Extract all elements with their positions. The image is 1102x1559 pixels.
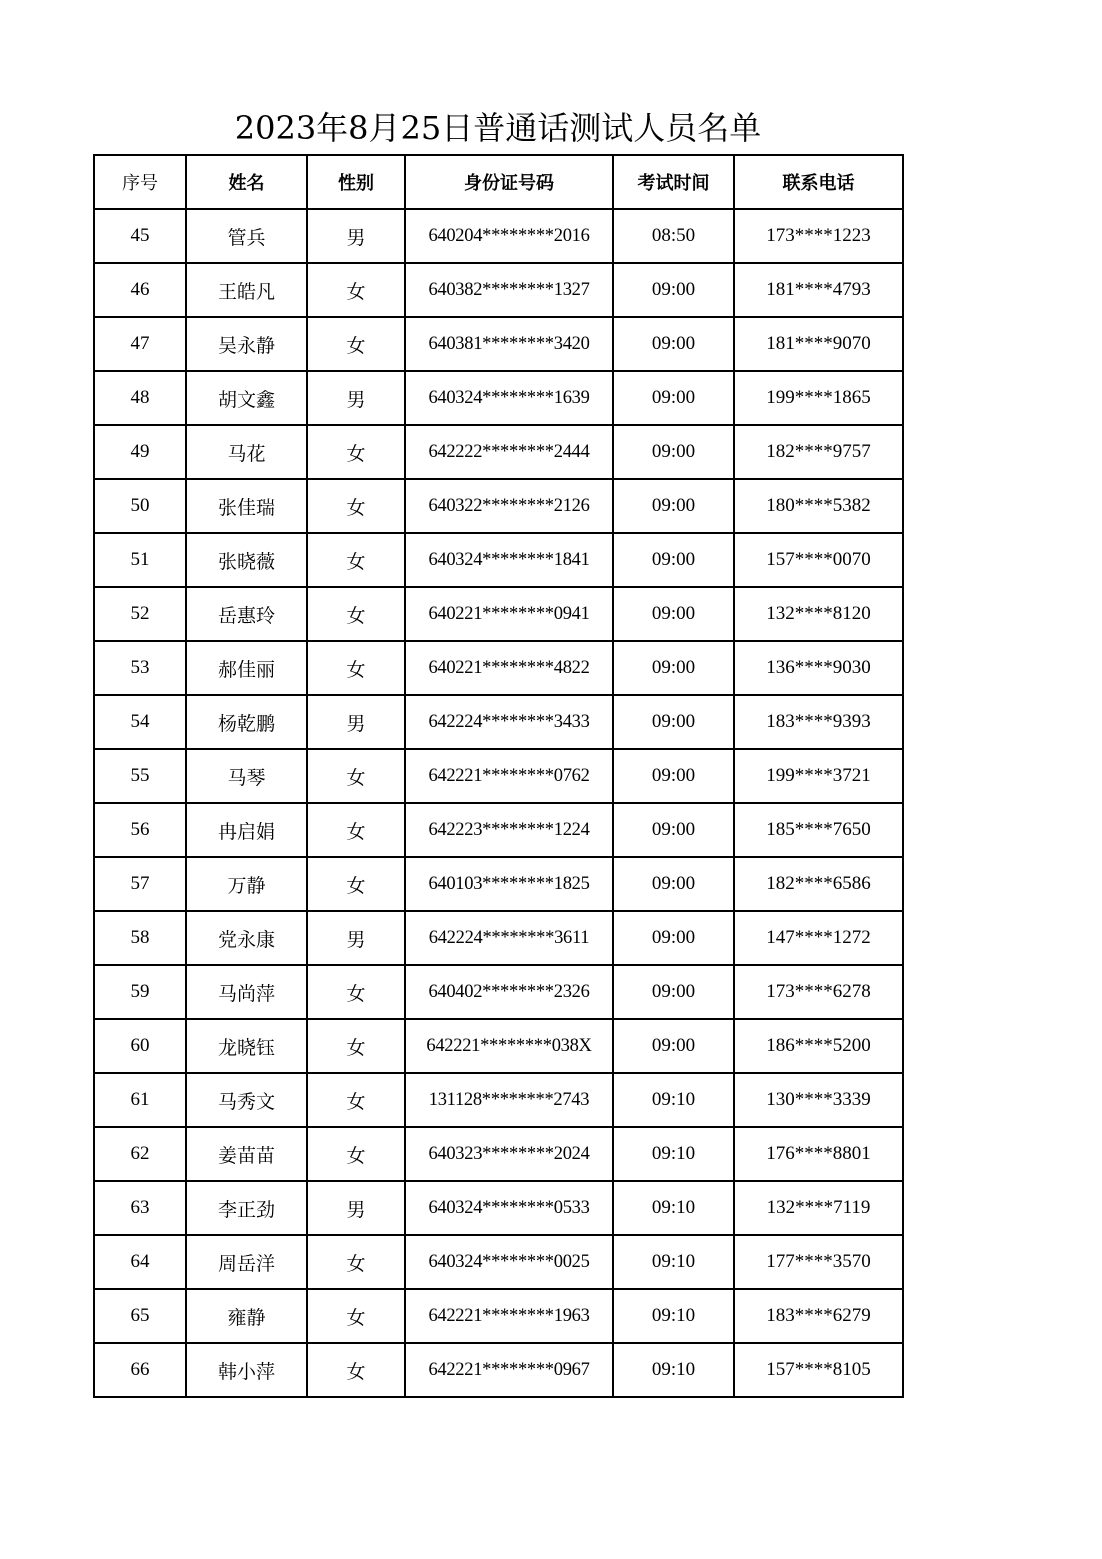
id-number-cell: 640103********1825 <box>405 857 613 911</box>
header-name: 姓名 <box>186 155 307 209</box>
table-row <box>94 425 903 479</box>
seq-cell: 66 <box>94 1343 186 1397</box>
id-number-cell: 640402********2326 <box>405 965 613 1019</box>
phone-cell: 130****3339 <box>734 1073 903 1127</box>
gender-cell: 男 <box>307 1181 405 1235</box>
gender-cell: 女 <box>307 425 405 479</box>
name-cell: 管兵 <box>186 209 307 263</box>
header-gender: 性别 <box>307 155 405 209</box>
phone-cell: 183****6279 <box>734 1289 903 1343</box>
gender-cell: 男 <box>307 911 405 965</box>
gender-cell: 男 <box>307 695 405 749</box>
table-row <box>94 209 903 263</box>
id-number-cell: 640324********1841 <box>405 533 613 587</box>
seq-cell: 56 <box>94 803 186 857</box>
phone-cell: 199****1865 <box>734 371 903 425</box>
gender-cell: 女 <box>307 857 405 911</box>
table-header-row <box>94 155 903 209</box>
exam-time-cell: 09:00 <box>613 641 734 695</box>
id-number-cell: 642221********1963 <box>405 1289 613 1343</box>
name-cell: 吴永静 <box>186 317 307 371</box>
seq-cell: 46 <box>94 263 186 317</box>
table-row <box>94 533 903 587</box>
phone-cell: 132****7119 <box>734 1181 903 1235</box>
seq-cell: 64 <box>94 1235 186 1289</box>
id-number-cell: 640204********2016 <box>405 209 613 263</box>
exam-time-cell: 09:00 <box>613 263 734 317</box>
seq-cell: 51 <box>94 533 186 587</box>
id-number-cell: 642224********3611 <box>405 911 613 965</box>
phone-cell: 185****7650 <box>734 803 903 857</box>
exam-time-cell: 09:10 <box>613 1127 734 1181</box>
id-number-cell: 640324********0533 <box>405 1181 613 1235</box>
exam-time-cell: 09:00 <box>613 533 734 587</box>
gender-cell: 女 <box>307 1073 405 1127</box>
phone-cell: 199****3721 <box>734 749 903 803</box>
table-row <box>94 371 903 425</box>
id-number-cell: 642221********0967 <box>405 1343 613 1397</box>
name-cell: 胡文鑫 <box>186 371 307 425</box>
id-number-cell: 640382********1327 <box>405 263 613 317</box>
exam-time-cell: 09:10 <box>613 1073 734 1127</box>
name-cell: 姜苗苗 <box>186 1127 307 1181</box>
name-cell: 冉启娟 <box>186 803 307 857</box>
exam-time-cell: 09:10 <box>613 1343 734 1397</box>
phone-cell: 136****9030 <box>734 641 903 695</box>
gender-cell: 女 <box>307 965 405 1019</box>
name-cell: 王皓凡 <box>186 263 307 317</box>
table-row <box>94 641 903 695</box>
id-number-cell: 640381********3420 <box>405 317 613 371</box>
gender-cell: 女 <box>307 1235 405 1289</box>
seq-cell: 61 <box>94 1073 186 1127</box>
exam-time-cell: 08:50 <box>613 209 734 263</box>
name-cell: 郝佳丽 <box>186 641 307 695</box>
name-cell: 韩小萍 <box>186 1343 307 1397</box>
seq-cell: 47 <box>94 317 186 371</box>
gender-cell: 女 <box>307 1019 405 1073</box>
id-number-cell: 642222********2444 <box>405 425 613 479</box>
phone-cell: 182****9757 <box>734 425 903 479</box>
name-cell: 李正劲 <box>186 1181 307 1235</box>
name-cell: 周岳洋 <box>186 1235 307 1289</box>
gender-cell: 女 <box>307 479 405 533</box>
seq-cell: 49 <box>94 425 186 479</box>
exam-time-cell: 09:10 <box>613 1235 734 1289</box>
table-row <box>94 479 903 533</box>
seq-cell: 52 <box>94 587 186 641</box>
gender-cell: 女 <box>307 749 405 803</box>
gender-cell: 女 <box>307 1343 405 1397</box>
id-number-cell: 640324********1639 <box>405 371 613 425</box>
name-cell: 马琴 <box>186 749 307 803</box>
name-cell: 雍静 <box>186 1289 307 1343</box>
id-number-cell: 640221********4822 <box>405 641 613 695</box>
seq-cell: 59 <box>94 965 186 1019</box>
phone-cell: 182****6586 <box>734 857 903 911</box>
phone-cell: 177****3570 <box>734 1235 903 1289</box>
exam-time-cell: 09:00 <box>613 857 734 911</box>
table-row <box>94 803 903 857</box>
header-seq: 序号 <box>94 155 186 209</box>
table-row <box>94 1127 903 1181</box>
header-phone: 联系电话 <box>734 155 903 209</box>
header-id-number: 身份证号码 <box>405 155 613 209</box>
phone-cell: 181****4793 <box>734 263 903 317</box>
table-row <box>94 1343 903 1397</box>
exam-time-cell: 09:00 <box>613 1019 734 1073</box>
table-row <box>94 911 903 965</box>
gender-cell: 女 <box>307 533 405 587</box>
id-number-cell: 640324********0025 <box>405 1235 613 1289</box>
gender-cell: 女 <box>307 803 405 857</box>
gender-cell: 女 <box>307 263 405 317</box>
seq-cell: 58 <box>94 911 186 965</box>
exam-time-cell: 09:00 <box>613 479 734 533</box>
phone-cell: 147****1272 <box>734 911 903 965</box>
table-row <box>94 317 903 371</box>
phone-cell: 157****0070 <box>734 533 903 587</box>
name-cell: 马花 <box>186 425 307 479</box>
exam-time-cell: 09:00 <box>613 965 734 1019</box>
table-row <box>94 965 903 1019</box>
exam-time-cell: 09:00 <box>613 911 734 965</box>
gender-cell: 女 <box>307 1289 405 1343</box>
seq-cell: 57 <box>94 857 186 911</box>
phone-cell: 157****8105 <box>734 1343 903 1397</box>
seq-cell: 55 <box>94 749 186 803</box>
seq-cell: 48 <box>94 371 186 425</box>
gender-cell: 女 <box>307 317 405 371</box>
table-row <box>94 1019 903 1073</box>
seq-cell: 53 <box>94 641 186 695</box>
gender-cell: 女 <box>307 641 405 695</box>
exam-time-cell: 09:00 <box>613 371 734 425</box>
table-row <box>94 1289 903 1343</box>
exam-time-cell: 09:00 <box>613 425 734 479</box>
seq-cell: 54 <box>94 695 186 749</box>
phone-cell: 183****9393 <box>734 695 903 749</box>
table-row <box>94 1181 903 1235</box>
seq-cell: 60 <box>94 1019 186 1073</box>
id-number-cell: 642223********1224 <box>405 803 613 857</box>
seq-cell: 50 <box>94 479 186 533</box>
phone-cell: 132****8120 <box>734 587 903 641</box>
page-title: 2023年8月25日普通话测试人员名单 <box>234 109 762 147</box>
phone-cell: 181****9070 <box>734 317 903 371</box>
table-row <box>94 263 903 317</box>
table-row <box>94 749 903 803</box>
roster-table <box>93 154 904 1398</box>
id-number-cell: 640221********0941 <box>405 587 613 641</box>
name-cell: 杨乾鹏 <box>186 695 307 749</box>
table-row <box>94 695 903 749</box>
phone-cell: 186****5200 <box>734 1019 903 1073</box>
phone-cell: 173****1223 <box>734 209 903 263</box>
phone-cell: 173****6278 <box>734 965 903 1019</box>
table-row <box>94 1235 903 1289</box>
exam-time-cell: 09:00 <box>613 695 734 749</box>
seq-cell: 63 <box>94 1181 186 1235</box>
phone-cell: 180****5382 <box>734 479 903 533</box>
exam-time-cell: 09:10 <box>613 1181 734 1235</box>
name-cell: 龙晓钰 <box>186 1019 307 1073</box>
name-cell: 张晓薇 <box>186 533 307 587</box>
header-exam-time: 考试时间 <box>613 155 734 209</box>
id-number-cell: 642224********3433 <box>405 695 613 749</box>
id-number-cell: 131128********2743 <box>405 1073 613 1127</box>
name-cell: 岳惠玲 <box>186 587 307 641</box>
id-number-cell: 642221********038X <box>405 1019 613 1073</box>
seq-cell: 62 <box>94 1127 186 1181</box>
seq-cell: 45 <box>94 209 186 263</box>
gender-cell: 女 <box>307 1127 405 1181</box>
exam-time-cell: 09:00 <box>613 803 734 857</box>
id-number-cell: 642221********0762 <box>405 749 613 803</box>
table-row <box>94 587 903 641</box>
gender-cell: 男 <box>307 209 405 263</box>
exam-time-cell: 09:00 <box>613 317 734 371</box>
gender-cell: 女 <box>307 587 405 641</box>
name-cell: 马尚萍 <box>186 965 307 1019</box>
table-row <box>94 857 903 911</box>
name-cell: 张佳瑞 <box>186 479 307 533</box>
id-number-cell: 640322********2126 <box>405 479 613 533</box>
name-cell: 万静 <box>186 857 307 911</box>
name-cell: 党永康 <box>186 911 307 965</box>
name-cell: 马秀文 <box>186 1073 307 1127</box>
exam-time-cell: 09:10 <box>613 1289 734 1343</box>
exam-time-cell: 09:00 <box>613 587 734 641</box>
gender-cell: 男 <box>307 371 405 425</box>
exam-time-cell: 09:00 <box>613 749 734 803</box>
table-row <box>94 1073 903 1127</box>
id-number-cell: 640323********2024 <box>405 1127 613 1181</box>
phone-cell: 176****8801 <box>734 1127 903 1181</box>
seq-cell: 65 <box>94 1289 186 1343</box>
